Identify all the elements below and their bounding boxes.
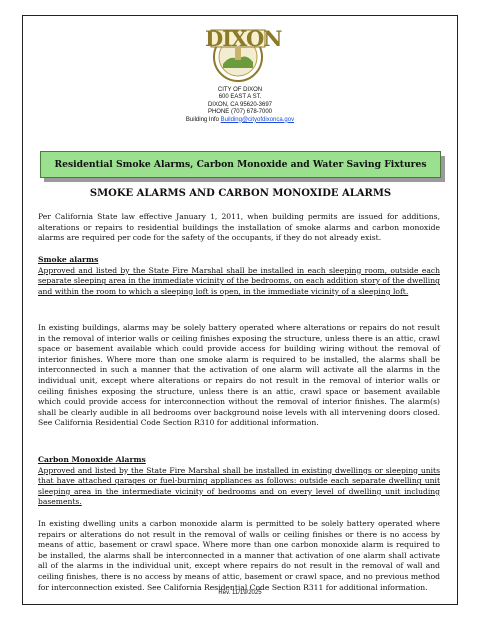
smoke-alarms-section [38, 255, 440, 297]
co-alarms-body: In existing dwelling units a carbon monoxide alarm is permitted to be solely battery operated where repairs or alterations do not result in the removal of walls or ceiling finishes or there is no access by means of attic, basement or crawl space. Where more than one carbon monoxide alarm is required to be installed, the alarms shall be interconnected in a manner that activation of one alarm shall activate all of the alarms in the individual unit, except where repairs do not result in the removal of wall and ceiling finishes, there is no access by means of attic, basement or crawl space, and no previous method for interconnection existed. See California Residential Code Section R311 for additional information. [38, 519, 440, 592]
smoke-alarms-title: Smoke alarms [38, 255, 99, 264]
co-alarms-requirement: Approved and listed by the State Fire Marshal shall be installed in existing dwellings or sleeping units that have attached garages or fuel-burning appliances as follows: outside each separate dwelling unit sleeping area in the intermediate vicinity of bedrooms and on every level of dwelling unit including basements. [38, 465, 440, 507]
logo-wordmark: DIXON [205, 26, 282, 51]
co-alarms-section [38, 455, 440, 508]
co-alarms-title: Carbon Monoxide Alarms [38, 455, 146, 464]
contact-line: 600 EAST A ST. [218, 94, 262, 101]
contact-line: CITY OF DIXON [217, 87, 263, 93]
intro-paragraph: Per California State law effective January 1, 2011, when building permits are issued for additions, alterations or repairs to residential buildings the installation of smoke alarms and carbon monoxide alarms are required per code for the safety of the occupants, if they do not already exist. [38, 212, 440, 243]
document-title-banner: Residential Smoke Alarms, Carbon Monoxide and Water Saving Fixtures [40, 151, 441, 178]
contact-line [150, 117, 330, 124]
smoke-alarms-body: In existing buildings, alarms may be solely battery operated where alterations or repairs do not result in the removal of interior walls or ceiling finishes exposing the structure, unless there is an attic, crawl space or basement available which could provide access for building wiring without the removal of interior finishes. Where more than one smoke alarm is required to be installed, the alarms shall be interconnected in such a manner that the activation of one alarm will activate all the alarms in the individual unit, except where alterations or repairs do not result in the removal of interior walls or ceiling finishes exposing the structure, unless there is an attic, crawl space or basement available which could provide access for interconnection without the removal of interior finishes. The alarm(s) shall be clearly audible in all bedrooms over background noise levels with all intervening doors closed. See California Residential Code Section R310 for additional information. [38, 323, 440, 428]
email-link[interactable]: Building@cityofdixonca.gov [220, 116, 295, 123]
revision-date: Rev. 11/19/2025 [218, 590, 262, 596]
contact-line: DIXON, CA 95620-3697 [207, 101, 273, 108]
building-info-label: Building Info [185, 116, 221, 123]
contact-line: PHONE (707) 678-7000 [207, 109, 273, 116]
contact-block [150, 87, 330, 124]
section-heading: SMOKE ALARMS AND CARBON MONOXIDE ALARMS [89, 188, 392, 199]
smoke-alarms-requirement: Approved and listed by the State Fire Marshal shall be installed in each sleeping room, outside each separate sleeping area in the immediate vicinity of the bedrooms, on each addition story of the dwelling and within the room to which a sleeping loft is open, in the immediate vicinity of a sleeping loft. [38, 265, 440, 296]
